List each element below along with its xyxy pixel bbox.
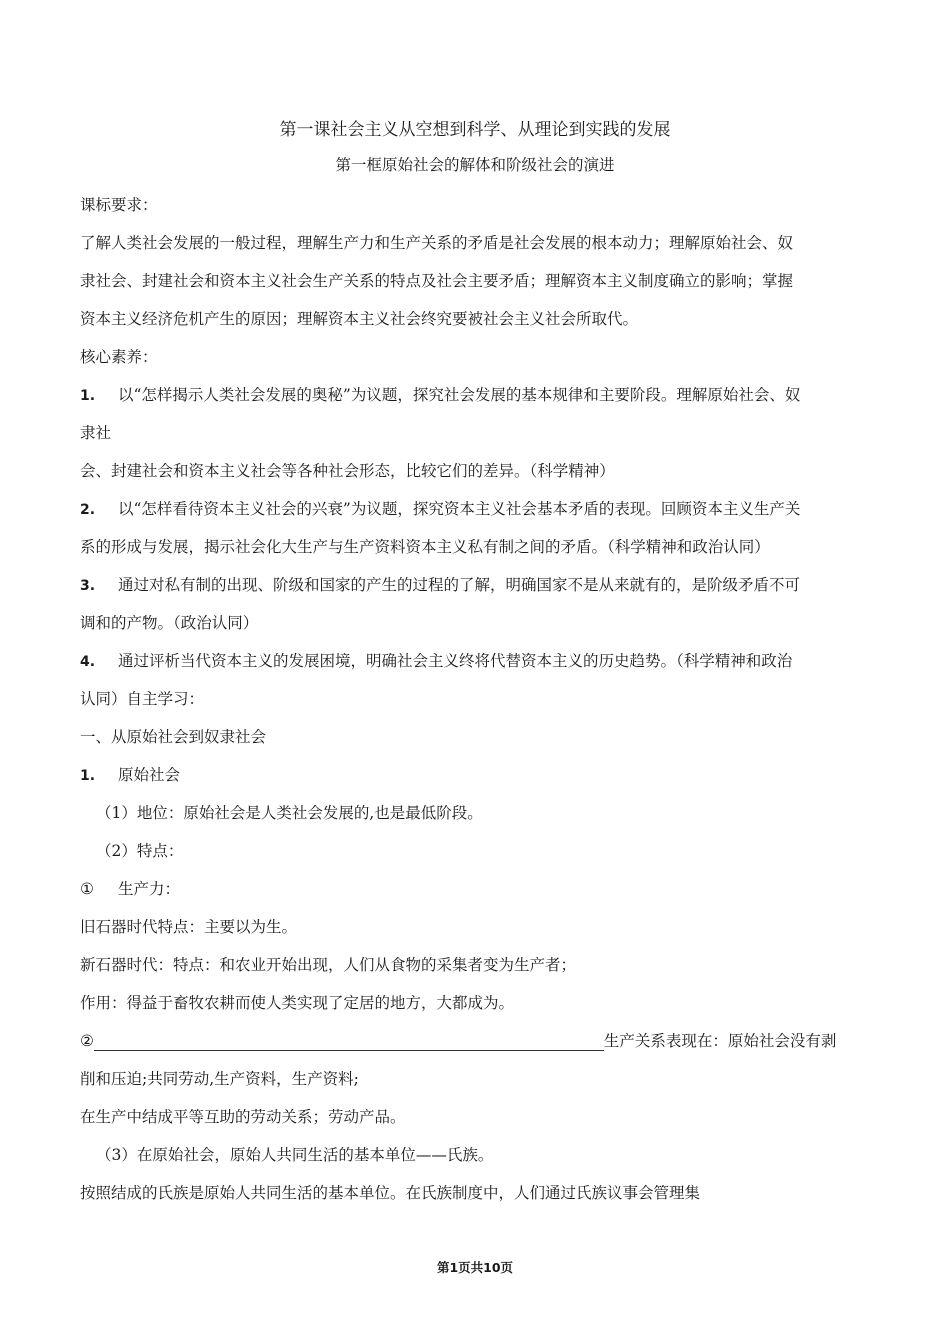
paragraph-relations xyxy=(80,1031,870,1051)
paragraph-status: （1）地位：原始社会是人类社会发展的,也是最低阶段。 xyxy=(96,804,483,822)
paragraph-relations-cont: 削和压迫;共同劳动,生产资料，生产资料; xyxy=(80,1070,359,1088)
paragraph-clan-detail: 按照结成的氏族是原始人共同生活的基本单位。在氏族制度中，人们通过氏族议事会管理集 xyxy=(80,1184,701,1202)
subsection-label: 原始社会 xyxy=(118,766,181,784)
paragraph-labor: 在生产中结成平等互助的劳动关系；劳动产品。 xyxy=(80,1108,406,1126)
hexin-item-1-line-3: 会、封建社会和资本主义社会等各种社会形态，比较它们的差异。（科学精神） xyxy=(80,462,615,480)
hexin-item-4 xyxy=(80,651,870,672)
subsection-heading xyxy=(80,765,870,786)
kebiao-line-3: 资本主义经济危机产生的原因；理解资本主义社会终究要被社会主义社会所取代。 xyxy=(80,310,639,328)
hexin-item-1 xyxy=(80,385,870,406)
paragraph-effect: 作用：得益于畜牧农耕而使人类实现了定居的地方，大都成为。 xyxy=(80,994,515,1012)
page-subtitle: 第一框原始社会的解体和阶级社会的演进 xyxy=(335,156,615,174)
subsection-number: 1. xyxy=(80,768,96,784)
hexin-item-4-line-2: 认同）自主学习： xyxy=(80,690,205,708)
page-title: 第一课社会主义从空想到科学、从理论到实践的发展 xyxy=(279,120,671,140)
fill-in-blank[interactable] xyxy=(94,1034,604,1051)
circled-two-mark: ② xyxy=(80,1032,94,1050)
item-number: 1. xyxy=(80,388,96,404)
paragraph-features: （2）特点： xyxy=(96,842,184,860)
hexin-item-3 xyxy=(80,575,870,596)
item-text: 通过对私有制的出现、阶级和国家的产生的过程的了解，明确国家不是从来就有的，是阶级矛盾不可 xyxy=(118,576,801,594)
kebiao-heading: 课标要求： xyxy=(80,196,158,214)
item-text: 以“怎样看待资本主义社会的兴衰”为议题，探究资本主义社会基本矛盾的表现。回顾资本主义生产关 xyxy=(118,500,801,518)
kebiao-line-1: 了解人类社会发展的一般过程，理解生产力和生产关系的矛盾是社会发展的根本动力；理解原始社会、奴 xyxy=(80,234,794,252)
item-number: 2. xyxy=(80,502,96,518)
hexin-heading: 核心素养： xyxy=(80,348,158,366)
hexin-item-2 xyxy=(80,499,870,520)
paragraph-paleolithic: 旧石器时代特点：主要以为生。 xyxy=(80,918,298,936)
page-footer: 第1页共10页 xyxy=(436,1260,514,1275)
item-text: 以“怎样揭示人类社会发展的奥秘”为议题，探究社会发展的基本规律和主要阶段。理解原始社会、奴 xyxy=(118,386,801,404)
productivity-label: 生产力： xyxy=(118,880,181,898)
hexin-item-1-line-2: 隶社 xyxy=(80,424,112,442)
circled-one-mark: ① xyxy=(80,880,94,898)
item-number: 4. xyxy=(80,654,96,670)
paragraph-neolithic: 新石器时代：特点：和农业开始出现，人们从食物的采集者变为生产者； xyxy=(80,956,577,974)
section-heading: 一、从原始社会到奴隶社会 xyxy=(80,728,267,746)
hexin-item-2-line-2: 系的形成与发展，揭示社会化大生产与生产资料资本主义私有制之间的矛盾。（科学精神和政治认同） xyxy=(80,538,770,556)
hexin-item-3-line-2: 调和的产物。（政治认同） xyxy=(80,614,259,632)
item-number: 3. xyxy=(80,578,96,594)
kebiao-line-2: 隶社会、封建社会和资本主义社会生产关系的特点及社会主要矛盾；理解资本主义制度确立的影响；掌握 xyxy=(80,272,794,290)
paragraph-clan: （3）在原始社会，原始人共同生活的基本单位——氏族。 xyxy=(96,1146,494,1164)
item-text: 通过评析当代资本主义的发展困境，明确社会主义终将代替资本主义的历史趋势。（科学精神和政治 xyxy=(118,652,793,670)
paragraph-productivity xyxy=(80,879,870,899)
relations-text: 生产关系表现在：原始社会没有剥 xyxy=(603,1032,837,1050)
